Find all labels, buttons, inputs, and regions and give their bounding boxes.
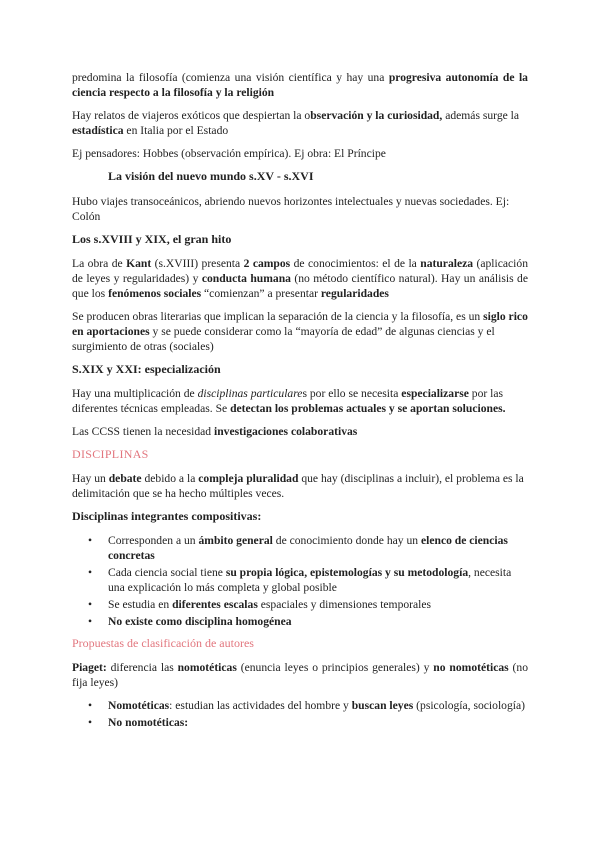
paragraph	[72, 660, 528, 690]
bold-text: No nomotéticas:	[108, 716, 189, 729]
section-heading: S.XIX y XXI: especialización	[72, 362, 221, 376]
list-item	[72, 715, 528, 730]
bold-text: naturaleza	[420, 257, 474, 270]
paragraph	[72, 386, 528, 416]
text: que hay (disciplinas a incluir), el problema es la delimitación que se ha hecho múltiples veces.	[72, 472, 524, 500]
text: en Italia por el Estado	[123, 124, 229, 137]
text: diferencia las	[106, 661, 178, 674]
text: por las diferentes técnicas empleadas. Se	[72, 387, 504, 415]
section-heading: La visión del nuevo mundo s.XV - s.XVI	[108, 169, 314, 183]
section-heading: DISCIPLINAS	[72, 447, 149, 461]
section-heading: Los s.XVIII y XIX, el gran hito	[72, 232, 232, 246]
list-item	[72, 597, 528, 612]
paragraph	[72, 424, 528, 439]
text: (aplicación de leyes y regularidades) y	[72, 257, 528, 285]
bullet-icon: •	[88, 566, 93, 579]
bold-text: su propia lógica, epistemologías y su metodología	[225, 566, 469, 579]
text: de conocimiento donde hay un	[272, 534, 421, 547]
list-item	[72, 533, 528, 563]
text: Se producen obras literarias que implican la separación de la ciencia y la filosofía, es un	[72, 310, 484, 323]
text: Se estudia en	[108, 598, 173, 611]
bold-text: Nomotéticas	[108, 699, 170, 712]
bold-text: estadística	[72, 124, 124, 137]
text: (no fija leyes)	[72, 661, 528, 689]
bold-text: buscan leyes	[351, 699, 414, 712]
bold-text: compleja pluralidad	[198, 472, 299, 485]
bullet-list	[72, 533, 528, 629]
paragraph	[72, 70, 528, 100]
bold-text: investigaciones colaborativas	[214, 425, 358, 438]
text: (no método científico natural). Hay un análisis de que los	[72, 272, 528, 300]
bold-text: regularidades	[320, 287, 389, 300]
paragraph	[72, 471, 528, 501]
text: además surge la	[442, 109, 520, 122]
text: Corresponden a un	[108, 534, 199, 547]
list-item	[72, 614, 528, 629]
bold-text: especializarse	[401, 387, 469, 400]
bullet-icon: •	[88, 699, 93, 712]
bold-text: conducta humana	[201, 272, 291, 285]
paragraph: Ej pensadores: Hobbes (observación empírica). Ej obra: El Príncipe	[72, 147, 386, 160]
bold-text: bservación y la curiosidad,	[310, 109, 443, 122]
italic-text: disciplinas particulare	[197, 387, 303, 400]
text: espaciales y dimensiones temporales	[257, 598, 432, 611]
section-heading: Propuestas de clasificación de autores	[72, 636, 254, 650]
text: , necesita una explicación lo más completa y global posible	[108, 566, 512, 594]
bold-text: 2 campos	[243, 257, 291, 270]
paragraph	[72, 108, 528, 138]
bullet-icon: •	[88, 615, 93, 628]
text: Hay relatos de viajeros exóticos que despiertan la o	[72, 109, 311, 122]
text: Hay una multiplicación de	[72, 387, 198, 400]
list-item	[72, 698, 528, 713]
text: (psicología, sociología)	[413, 699, 525, 712]
text: debido a la	[141, 472, 199, 485]
text: “comienzan” a presentar	[201, 287, 321, 300]
paragraph: Hubo viajes transoceánicos, abriendo nuevos horizontes intelectuales y nuevas sociedades. Ej: Colón	[72, 195, 510, 223]
bold-text: debate	[108, 472, 142, 485]
bold-text: Kant	[126, 257, 152, 270]
bold-text: Piaget:	[72, 661, 107, 674]
bold-text: nomotéticas	[177, 661, 237, 674]
text: s por ello se necesita	[302, 387, 402, 400]
list-item	[72, 565, 528, 595]
text: (enuncia leyes o principios generales) y	[236, 661, 434, 674]
text: de conocimientos: el de la	[290, 257, 421, 270]
text: : estudian las actividades del hombre y	[169, 699, 352, 712]
bold-text: progresiva autonomía de la ciencia respecto a la filosofía y la religión	[72, 71, 528, 99]
bullet-icon: •	[88, 534, 93, 547]
section-heading: Disciplinas integrantes compositivas:	[72, 509, 262, 523]
document-page	[72, 70, 528, 737]
bold-text: diferentes escalas	[172, 598, 258, 611]
text: predomina la filosofía (comienza una visión científica y hay una	[72, 71, 389, 84]
text: La obra de	[72, 257, 127, 270]
bold-text: fenómenos sociales	[108, 287, 202, 300]
bullet-icon: •	[88, 716, 93, 729]
text: y se puede considerar como la “mayoría de edad” de algunas ciencias y el surgimiento de otras (sociales)	[72, 325, 495, 353]
bold-text: ámbito general	[198, 534, 273, 547]
bold-text: no nomotéticas	[433, 661, 509, 674]
text: (s.XVIII) presenta	[151, 257, 244, 270]
bold-text: detectan los problemas actuales y se aportan soluciones.	[230, 402, 506, 415]
text: Cada ciencia social tiene	[108, 566, 226, 579]
bullet-list	[72, 698, 528, 730]
bullet-icon: •	[88, 598, 93, 611]
text: Las CCSS tienen la necesidad	[72, 425, 214, 438]
paragraph	[72, 309, 528, 354]
paragraph	[72, 256, 528, 301]
bold-text: elenco de ciencias concretas	[108, 534, 508, 562]
text: Hay un	[72, 472, 109, 485]
bold-text: siglo rico en aportaciones	[72, 310, 528, 338]
bold-text: No existe como disciplina homogénea	[108, 615, 292, 628]
